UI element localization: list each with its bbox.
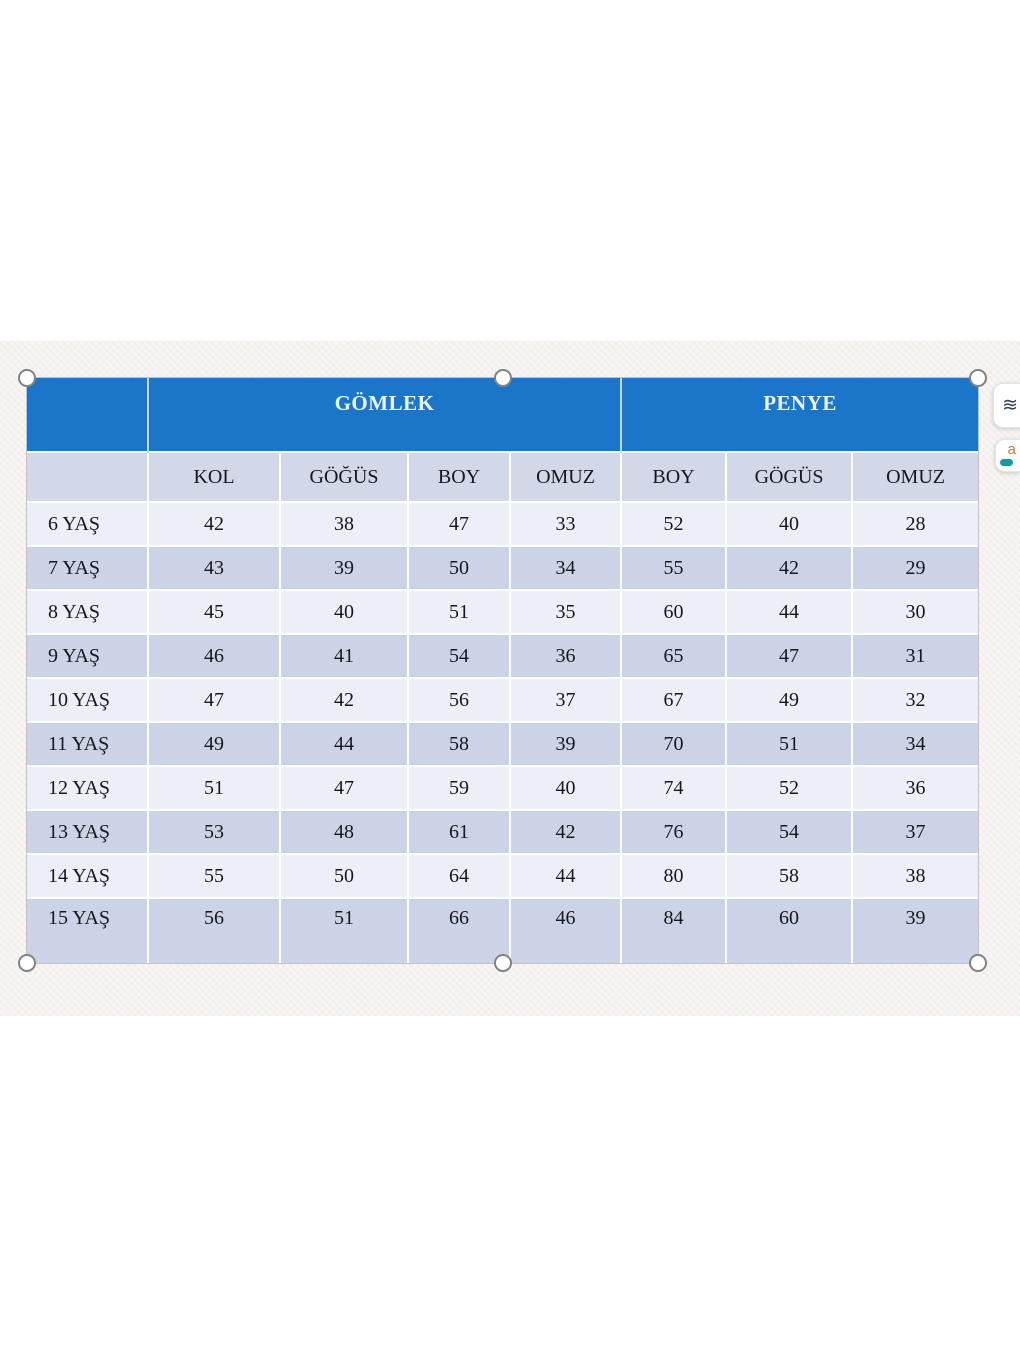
table-cell-value: 56: [408, 678, 510, 722]
translate-letter-icon: a: [1007, 441, 1016, 458]
table-cell-value: 34: [510, 546, 621, 590]
translate-toggle-pill-icon: [1000, 459, 1013, 466]
table-cell-value: 37: [852, 810, 978, 854]
size-chart-image-selected[interactable]: [27, 378, 978, 963]
table-row: [27, 502, 978, 546]
table-cell-value: 43: [148, 546, 280, 590]
table-cell-value: 51: [148, 766, 280, 810]
table-cell-value: 46: [148, 634, 280, 678]
table-cell-value: 54: [726, 810, 852, 854]
table-cell-value: 28: [852, 502, 978, 546]
resize-handle-bottom-center[interactable]: [494, 954, 512, 972]
row-label-age: 15 YAŞ: [27, 898, 148, 963]
table-cell-value: 44: [510, 854, 621, 898]
table-cell-value: 30: [852, 590, 978, 634]
column-header-cell: BOY: [621, 452, 726, 502]
column-header-cell: OMUZ: [510, 452, 621, 502]
row-label-age: 10 YAŞ: [27, 678, 148, 722]
table-cell-value: 47: [280, 766, 408, 810]
table-cell-value: 49: [726, 678, 852, 722]
table-cell-value: 60: [726, 898, 852, 963]
table-row: [27, 546, 978, 590]
table-cell-value: 76: [621, 810, 726, 854]
table-cell-value: 46: [510, 898, 621, 963]
table-cell-value: 59: [408, 766, 510, 810]
table-cell-value: 36: [852, 766, 978, 810]
table-cell-value: 70: [621, 722, 726, 766]
table-cell-value: 36: [510, 634, 621, 678]
section-header-gomlek: GÖMLEK: [148, 378, 621, 452]
table-cell-value: 54: [408, 634, 510, 678]
table-cell-value: 33: [510, 502, 621, 546]
table-cell-value: 39: [852, 898, 978, 963]
table-cell-value: 34: [852, 722, 978, 766]
section-header-corner-cell: [27, 378, 148, 452]
table-cell-value: 52: [621, 502, 726, 546]
table-cell-value: 32: [852, 678, 978, 722]
table-row: [27, 722, 978, 766]
translate-widget-button[interactable]: [995, 439, 1020, 472]
column-header-cell: GÖĞÜS: [280, 452, 408, 502]
table-cell-value: 40: [726, 502, 852, 546]
table-cell-value: 42: [148, 502, 280, 546]
row-label-age: 12 YAŞ: [27, 766, 148, 810]
row-label-age: 9 YAŞ: [27, 634, 148, 678]
row-label-age: 6 YAŞ: [27, 502, 148, 546]
table-cell-value: 29: [852, 546, 978, 590]
table-row: [27, 634, 978, 678]
table-cell-value: 39: [280, 546, 408, 590]
table-cell-value: 41: [280, 634, 408, 678]
table-cell-value: 52: [726, 766, 852, 810]
table-cell-value: 38: [280, 502, 408, 546]
table-row: [27, 766, 978, 810]
table-cell-value: 44: [726, 590, 852, 634]
table-cell-value: 50: [408, 546, 510, 590]
table-cell-value: 47: [408, 502, 510, 546]
table-cell-value: 67: [621, 678, 726, 722]
table-cell-value: 47: [726, 634, 852, 678]
resize-handle-bottom-right[interactable]: [969, 954, 987, 972]
resize-handle-top-center[interactable]: [494, 369, 512, 387]
table-cell-value: 80: [621, 854, 726, 898]
resize-handle-top-right[interactable]: [969, 369, 987, 387]
table-row: [27, 590, 978, 634]
size-chart-table: [27, 378, 978, 963]
table-cell-value: 47: [148, 678, 280, 722]
table-cell-value: 64: [408, 854, 510, 898]
column-header-cell: KOL: [148, 452, 280, 502]
column-header-cell: [27, 452, 148, 502]
table-cell-value: 65: [621, 634, 726, 678]
table-cell-value: 55: [621, 546, 726, 590]
table-cell-value: 49: [148, 722, 280, 766]
table-cell-value: 51: [408, 590, 510, 634]
table-cell-value: 38: [852, 854, 978, 898]
row-label-age: 7 YAŞ: [27, 546, 148, 590]
table-cell-value: 48: [280, 810, 408, 854]
table-row: [27, 854, 978, 898]
table-cell-value: 50: [280, 854, 408, 898]
column-header-cell: OMUZ: [852, 452, 978, 502]
table-cell-value: 58: [408, 722, 510, 766]
table-cell-value: 45: [148, 590, 280, 634]
table-cell-value: 42: [726, 546, 852, 590]
table-cell-value: 42: [510, 810, 621, 854]
row-label-age: 8 YAŞ: [27, 590, 148, 634]
row-label-age: 14 YAŞ: [27, 854, 148, 898]
table-cell-value: 60: [621, 590, 726, 634]
table-cell-value: 42: [280, 678, 408, 722]
table-cell-value: 84: [621, 898, 726, 963]
table-row: [27, 810, 978, 854]
table-cell-value: 51: [280, 898, 408, 963]
resize-handle-top-left[interactable]: [18, 369, 36, 387]
column-header-cell: GÖGÜS: [726, 452, 852, 502]
table-cell-value: 51: [726, 722, 852, 766]
table-cell-value: 35: [510, 590, 621, 634]
row-label-age: 13 YAŞ: [27, 810, 148, 854]
row-label-age: 11 YAŞ: [27, 722, 148, 766]
table-cell-value: 37: [510, 678, 621, 722]
section-header-penye: PENYE: [621, 378, 978, 452]
table-cell-value: 31: [852, 634, 978, 678]
table-cell-value: 53: [148, 810, 280, 854]
table-cell-value: 40: [280, 590, 408, 634]
table-cell-value: 58: [726, 854, 852, 898]
table-cell-value: 61: [408, 810, 510, 854]
resize-handle-bottom-left[interactable]: [18, 954, 36, 972]
column-header-cell: BOY: [408, 452, 510, 502]
table-cell-value: 40: [510, 766, 621, 810]
table-cell-value: 56: [148, 898, 280, 963]
floating-widget-button[interactable]: [993, 383, 1020, 428]
table-cell-value: 44: [280, 722, 408, 766]
table-cell-value: 74: [621, 766, 726, 810]
waves-icon: ≋: [1002, 394, 1018, 416]
table-cell-value: 39: [510, 722, 621, 766]
table-row: [27, 678, 978, 722]
table-cell-value: 66: [408, 898, 510, 963]
table-cell-value: 55: [148, 854, 280, 898]
